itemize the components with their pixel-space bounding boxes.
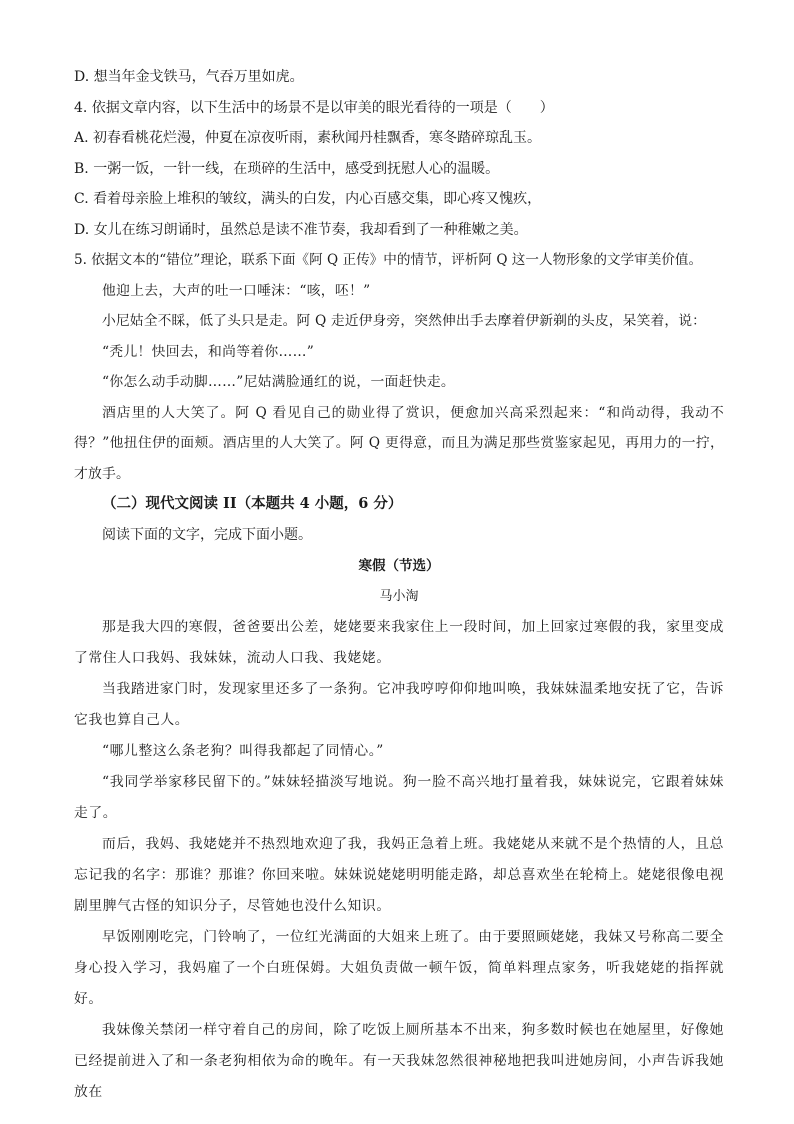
q4-stem: 4. 依据文章内容，以下生活中的场景不是以审美的眼光看待的一项是（ ） (74, 99, 554, 116)
story-paragraph: 而后，我妈、我姥姥并不热烈地欢迎了我，我妈正急着上班。我姥姥从来就不是个热情的人，且总忘记我的名字：那谁？那谁？你回来啦。妹妹说姥姥明明能走路，却总喜欢坐在轮椅上。姥姥很像电视剧里脾气古怪的知识分子，尽管她也没什么知识。 (74, 836, 724, 914)
q4-option-d: D. 女儿在练习朗诵时，虽然总是读不准节奏，我却看到了一种稚嫩之美。 (74, 221, 528, 238)
story-author: 马小淘 (379, 589, 419, 604)
story-paragraph: “我同学举家移民留下的。”妹妹轻描淡写地说。狗一脸不高兴地打量着我，妹妹说完，它跟着妹妹走了。 (74, 774, 724, 821)
story-paragraph: “哪儿整这么条老狗？叫得我都起了同情心。” (102, 743, 384, 759)
q5-excerpt-p5: 酒店里的人大笑了。阿 Q 看见自己的勋业得了赏识，便愈加兴高采烈起来：“和尚动得，我动不得？”他扭住伊的面颊。酒店里的人大笑了。阿 Q 更得意，而且为满足那些赏鉴家起见，再用力的一拧，才放手。 (74, 404, 724, 482)
q5-excerpt-p1: 他迎上去，大声的吐一口唾沫：“咳，呸！” (102, 282, 371, 299)
q3-option-d: D. 想当年金戈铁马，气吞万里如虎。 (74, 69, 304, 85)
exam-page (74, 62, 724, 1108)
story-paragraph: 那是我大四的寒假，爸爸要出公差，姥姥要来我家住上一段时间，加上回家过寒假的我，家里变成了常住人口我妈、我妹妹，流动人口我、我姥姥。 (74, 619, 724, 666)
story-paragraph: 当我踏进家门时，发现家里还多了一条狗。它冲我哼哼仰仰地叫唤，我妹妹温柔地安抚了它，告诉它我也算自己人。 (74, 681, 724, 728)
q5-stem: 5. 依据文本的“错位”理论，联系下面《阿 Q 正传》中的情节，评析阿 Q 这一人物形象的文学审美价值。 (74, 252, 703, 268)
story-title: 寒假（节选） (358, 558, 440, 574)
story-paragraph: 早饭刚刚吃完，门铃响了，一位红光满面的大姐来上班了。由于要照顾姥姥，我妹又号称高二要全身心投入学习，我妈雇了一个白班保姆。大姐负责做一顿午饭，简单料理点家务，听我姥姥的指挥就好。 (74, 929, 724, 1007)
q4-option-a: A. 初春看桃花烂漫，仲夏在凉夜听雨，素秋闻丹桂飘香，寒冬踏碎琼乱玉。 (74, 130, 542, 146)
q5-excerpt-p2: 小尼姑全不睬，低了头只是走。阿 Q 走近伊身旁，突然伸出手去摩着伊新剃的头皮，呆笑着，说： (102, 313, 707, 329)
q5-excerpt-p4: “你怎么动手动脚……”尼姑满脸通红的说，一面赶快走。 (102, 374, 456, 390)
q4-option-b: B. 一粥一饭，一针一线，在琐碎的生活中，感受到抚慰人心的温暖。 (74, 160, 500, 177)
story-paragraph: 我妹像关禁闭一样守着自己的房间，除了吃饭上厕所基本不出来，狗多数时候也在她屋里，好像她已经提前进入了和一条老狗相依为命的晚年。有一天我妹忽然很神秘地把我叫进她房间，小声告诉我她放在 (74, 1022, 724, 1100)
section2-heading: （二）现代文阅读 II（本题共 4 小题，6 分） (102, 495, 403, 512)
q5-excerpt-p3: “秃儿！快回去，和尚等着你……” (102, 343, 315, 360)
q4-option-c: C. 看着母亲脸上堆积的皱纹，满头的白发，内心百感交集，即心疼又愧疚， (74, 191, 542, 207)
section2-instruction: 阅读下面的文字，完成下面小题。 (102, 526, 312, 543)
